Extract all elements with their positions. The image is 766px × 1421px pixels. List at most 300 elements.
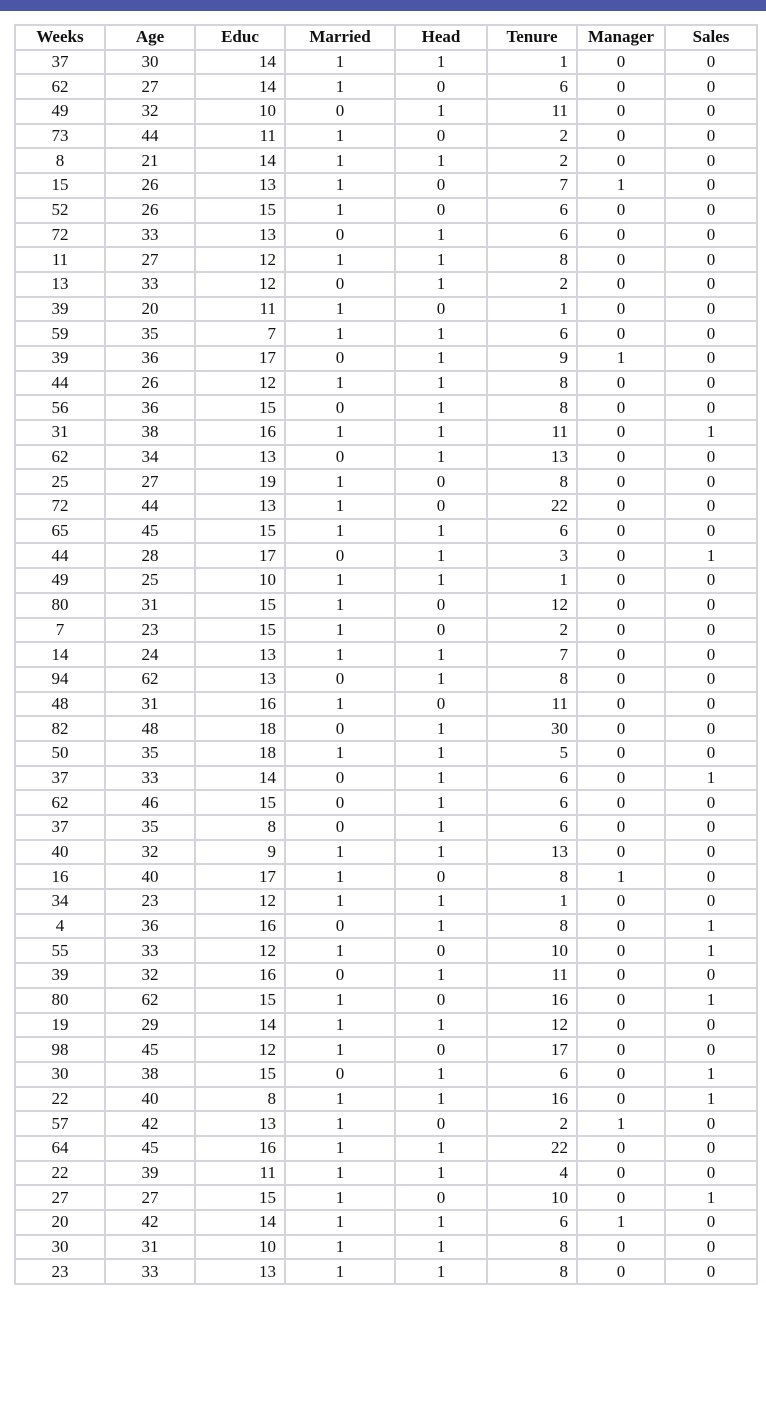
cell-manager: 0	[577, 469, 665, 494]
table-row	[15, 223, 757, 248]
table-row	[15, 988, 757, 1013]
cell-tenure: 2	[487, 124, 577, 149]
cell-weeks: 82	[15, 716, 105, 741]
cell-manager: 0	[577, 99, 665, 124]
cell-head: 0	[395, 988, 487, 1013]
cell-tenure: 7	[487, 173, 577, 198]
cell-married: 1	[285, 519, 395, 544]
cell-educ: 13	[195, 494, 285, 519]
cell-educ: 11	[195, 1161, 285, 1186]
cell-weeks: 73	[15, 124, 105, 149]
table-row	[15, 445, 757, 470]
cell-head: 1	[395, 963, 487, 988]
cell-tenure: 6	[487, 74, 577, 99]
table-row	[15, 543, 757, 568]
cell-age: 23	[105, 618, 195, 643]
cell-age: 26	[105, 371, 195, 396]
cell-educ: 14	[195, 74, 285, 99]
cell-manager: 0	[577, 790, 665, 815]
cell-head: 0	[395, 124, 487, 149]
cell-head: 1	[395, 371, 487, 396]
cell-sales: 0	[665, 568, 757, 593]
cell-age: 32	[105, 963, 195, 988]
cell-educ: 8	[195, 815, 285, 840]
column-header-head: Head	[395, 25, 487, 50]
cell-age: 40	[105, 1087, 195, 1112]
cell-sales: 0	[665, 864, 757, 889]
cell-sales: 0	[665, 963, 757, 988]
cell-manager: 0	[577, 1259, 665, 1284]
table-row	[15, 247, 757, 272]
cell-manager: 0	[577, 74, 665, 99]
cell-weeks: 37	[15, 50, 105, 75]
cell-sales: 0	[665, 593, 757, 618]
cell-educ: 12	[195, 247, 285, 272]
cell-manager: 0	[577, 963, 665, 988]
cell-head: 0	[395, 692, 487, 717]
cell-married: 1	[285, 1235, 395, 1260]
cell-manager: 0	[577, 124, 665, 149]
cell-age: 44	[105, 124, 195, 149]
cell-weeks: 22	[15, 1087, 105, 1112]
cell-age: 29	[105, 1013, 195, 1038]
cell-tenure: 9	[487, 346, 577, 371]
cell-sales: 0	[665, 494, 757, 519]
cell-sales: 0	[665, 247, 757, 272]
cell-tenure: 6	[487, 321, 577, 346]
cell-manager: 0	[577, 938, 665, 963]
table-body	[15, 50, 757, 1284]
cell-weeks: 39	[15, 963, 105, 988]
header-row	[15, 25, 757, 50]
cell-head: 1	[395, 1161, 487, 1186]
cell-manager: 0	[577, 371, 665, 396]
cell-head: 1	[395, 519, 487, 544]
cell-tenure: 8	[487, 395, 577, 420]
cell-manager: 0	[577, 1136, 665, 1161]
cell-sales: 1	[665, 914, 757, 939]
cell-educ: 12	[195, 272, 285, 297]
cell-head: 0	[395, 618, 487, 643]
cell-tenure: 8	[487, 667, 577, 692]
table-row	[15, 297, 757, 322]
cell-educ: 17	[195, 346, 285, 371]
cell-weeks: 34	[15, 889, 105, 914]
cell-age: 21	[105, 148, 195, 173]
cell-tenure: 8	[487, 864, 577, 889]
cell-tenure: 10	[487, 1185, 577, 1210]
cell-weeks: 39	[15, 346, 105, 371]
cell-married: 1	[285, 469, 395, 494]
cell-head: 1	[395, 790, 487, 815]
cell-married: 1	[285, 50, 395, 75]
cell-educ: 13	[195, 173, 285, 198]
table-row	[15, 124, 757, 149]
cell-manager: 0	[577, 247, 665, 272]
cell-age: 42	[105, 1111, 195, 1136]
cell-head: 1	[395, 223, 487, 248]
cell-manager: 0	[577, 494, 665, 519]
cell-sales: 0	[665, 642, 757, 667]
cell-married: 0	[285, 223, 395, 248]
cell-head: 1	[395, 1210, 487, 1235]
cell-age: 36	[105, 395, 195, 420]
cell-age: 31	[105, 692, 195, 717]
cell-educ: 13	[195, 1111, 285, 1136]
cell-educ: 14	[195, 1013, 285, 1038]
cell-tenure: 7	[487, 642, 577, 667]
table-row	[15, 741, 757, 766]
cell-manager: 0	[577, 1087, 665, 1112]
cell-head: 1	[395, 1235, 487, 1260]
cell-educ: 7	[195, 321, 285, 346]
cell-married: 0	[285, 815, 395, 840]
cell-tenure: 1	[487, 50, 577, 75]
table-row	[15, 1210, 757, 1235]
cell-weeks: 72	[15, 223, 105, 248]
cell-married: 1	[285, 371, 395, 396]
cell-tenure: 8	[487, 469, 577, 494]
cell-head: 1	[395, 445, 487, 470]
cell-married: 1	[285, 1013, 395, 1038]
cell-manager: 0	[577, 1013, 665, 1038]
cell-tenure: 22	[487, 1136, 577, 1161]
table-row	[15, 1013, 757, 1038]
table-row	[15, 692, 757, 717]
cell-manager: 0	[577, 593, 665, 618]
cell-age: 48	[105, 716, 195, 741]
cell-head: 1	[395, 321, 487, 346]
cell-weeks: 7	[15, 618, 105, 643]
cell-sales: 1	[665, 1185, 757, 1210]
cell-sales: 0	[665, 346, 757, 371]
cell-head: 0	[395, 74, 487, 99]
cell-head: 1	[395, 420, 487, 445]
cell-weeks: 15	[15, 173, 105, 198]
cell-manager: 0	[577, 840, 665, 865]
cell-married: 0	[285, 272, 395, 297]
cell-tenure: 6	[487, 1210, 577, 1235]
table-row	[15, 889, 757, 914]
cell-head: 1	[395, 272, 487, 297]
table-row	[15, 420, 757, 445]
cell-age: 33	[105, 938, 195, 963]
column-header-age: Age	[105, 25, 195, 50]
cell-educ: 14	[195, 148, 285, 173]
cell-educ: 12	[195, 889, 285, 914]
table-row	[15, 790, 757, 815]
cell-sales: 0	[665, 667, 757, 692]
cell-age: 31	[105, 1235, 195, 1260]
cell-educ: 15	[195, 1185, 285, 1210]
cell-educ: 16	[195, 914, 285, 939]
cell-head: 1	[395, 247, 487, 272]
cell-weeks: 37	[15, 766, 105, 791]
cell-educ: 17	[195, 543, 285, 568]
cell-head: 1	[395, 1259, 487, 1284]
table-row	[15, 914, 757, 939]
cell-weeks: 27	[15, 1185, 105, 1210]
table-row	[15, 50, 757, 75]
cell-age: 35	[105, 815, 195, 840]
cell-tenure: 8	[487, 1259, 577, 1284]
cell-sales: 0	[665, 99, 757, 124]
cell-educ: 15	[195, 519, 285, 544]
cell-sales: 1	[665, 938, 757, 963]
table-row	[15, 1185, 757, 1210]
cell-manager: 0	[577, 272, 665, 297]
cell-manager: 0	[577, 568, 665, 593]
cell-weeks: 8	[15, 148, 105, 173]
cell-manager: 0	[577, 198, 665, 223]
cell-sales: 1	[665, 988, 757, 1013]
cell-manager: 0	[577, 148, 665, 173]
cell-sales: 1	[665, 420, 757, 445]
cell-manager: 0	[577, 445, 665, 470]
cell-married: 1	[285, 938, 395, 963]
cell-weeks: 19	[15, 1013, 105, 1038]
cell-manager: 0	[577, 988, 665, 1013]
cell-educ: 13	[195, 642, 285, 667]
cell-manager: 1	[577, 864, 665, 889]
cell-tenure: 22	[487, 494, 577, 519]
table-row	[15, 519, 757, 544]
cell-weeks: 80	[15, 988, 105, 1013]
cell-weeks: 62	[15, 790, 105, 815]
cell-educ: 12	[195, 938, 285, 963]
cell-tenure: 1	[487, 889, 577, 914]
cell-educ: 13	[195, 223, 285, 248]
cell-manager: 0	[577, 815, 665, 840]
cell-weeks: 11	[15, 247, 105, 272]
cell-head: 1	[395, 99, 487, 124]
cell-tenure: 12	[487, 1013, 577, 1038]
cell-weeks: 65	[15, 519, 105, 544]
cell-sales: 1	[665, 1062, 757, 1087]
cell-married: 1	[285, 618, 395, 643]
cell-tenure: 6	[487, 198, 577, 223]
cell-age: 35	[105, 321, 195, 346]
cell-weeks: 57	[15, 1111, 105, 1136]
cell-weeks: 30	[15, 1235, 105, 1260]
cell-head: 1	[395, 815, 487, 840]
cell-manager: 1	[577, 173, 665, 198]
cell-age: 44	[105, 494, 195, 519]
cell-sales: 0	[665, 395, 757, 420]
cell-age: 38	[105, 1062, 195, 1087]
column-header-tenure: Tenure	[487, 25, 577, 50]
cell-age: 38	[105, 420, 195, 445]
cell-head: 1	[395, 1013, 487, 1038]
cell-sales: 0	[665, 1161, 757, 1186]
cell-age: 36	[105, 346, 195, 371]
cell-sales: 0	[665, 1210, 757, 1235]
cell-married: 0	[285, 766, 395, 791]
cell-age: 20	[105, 297, 195, 322]
cell-sales: 0	[665, 371, 757, 396]
cell-manager: 0	[577, 1037, 665, 1062]
cell-weeks: 98	[15, 1037, 105, 1062]
cell-educ: 18	[195, 716, 285, 741]
cell-sales: 0	[665, 1136, 757, 1161]
cell-married: 1	[285, 1161, 395, 1186]
cell-educ: 13	[195, 1259, 285, 1284]
cell-sales: 0	[665, 297, 757, 322]
cell-tenure: 8	[487, 371, 577, 396]
column-header-married: Married	[285, 25, 395, 50]
cell-weeks: 37	[15, 815, 105, 840]
cell-tenure: 11	[487, 99, 577, 124]
cell-tenure: 16	[487, 1087, 577, 1112]
cell-married: 1	[285, 568, 395, 593]
cell-sales: 0	[665, 173, 757, 198]
cell-sales: 0	[665, 272, 757, 297]
cell-manager: 0	[577, 642, 665, 667]
cell-manager: 0	[577, 395, 665, 420]
cell-age: 45	[105, 1136, 195, 1161]
cell-sales: 0	[665, 445, 757, 470]
cell-married: 1	[285, 988, 395, 1013]
cell-tenure: 6	[487, 519, 577, 544]
cell-sales: 0	[665, 889, 757, 914]
cell-age: 42	[105, 1210, 195, 1235]
cell-head: 1	[395, 148, 487, 173]
table-row	[15, 766, 757, 791]
cell-tenure: 6	[487, 766, 577, 791]
cell-age: 23	[105, 889, 195, 914]
cell-weeks: 50	[15, 741, 105, 766]
cell-manager: 0	[577, 914, 665, 939]
cell-tenure: 11	[487, 692, 577, 717]
cell-age: 33	[105, 223, 195, 248]
cell-married: 1	[285, 247, 395, 272]
table-row	[15, 1037, 757, 1062]
cell-educ: 15	[195, 198, 285, 223]
table-row	[15, 1062, 757, 1087]
cell-head: 0	[395, 494, 487, 519]
cell-weeks: 80	[15, 593, 105, 618]
cell-married: 1	[285, 593, 395, 618]
cell-age: 46	[105, 790, 195, 815]
cell-educ: 15	[195, 395, 285, 420]
table-row	[15, 469, 757, 494]
table-row	[15, 815, 757, 840]
cell-weeks: 62	[15, 445, 105, 470]
cell-head: 1	[395, 741, 487, 766]
cell-married: 0	[285, 790, 395, 815]
cell-sales: 0	[665, 1111, 757, 1136]
cell-head: 1	[395, 50, 487, 75]
cell-age: 27	[105, 74, 195, 99]
table-row	[15, 346, 757, 371]
cell-age: 26	[105, 198, 195, 223]
cell-age: 40	[105, 864, 195, 889]
cell-age: 31	[105, 593, 195, 618]
cell-manager: 0	[577, 766, 665, 791]
cell-sales: 0	[665, 198, 757, 223]
cell-sales: 0	[665, 148, 757, 173]
cell-age: 32	[105, 99, 195, 124]
cell-sales: 0	[665, 50, 757, 75]
table-row	[15, 272, 757, 297]
cell-tenure: 11	[487, 963, 577, 988]
cell-tenure: 17	[487, 1037, 577, 1062]
cell-tenure: 4	[487, 1161, 577, 1186]
cell-married: 1	[285, 420, 395, 445]
cell-tenure: 1	[487, 568, 577, 593]
cell-manager: 0	[577, 50, 665, 75]
table-row	[15, 1087, 757, 1112]
cell-age: 36	[105, 914, 195, 939]
cell-manager: 0	[577, 1235, 665, 1260]
cell-sales: 1	[665, 1087, 757, 1112]
table-row	[15, 395, 757, 420]
cell-married: 1	[285, 1111, 395, 1136]
table-row	[15, 321, 757, 346]
cell-educ: 18	[195, 741, 285, 766]
cell-tenure: 6	[487, 1062, 577, 1087]
cell-educ: 14	[195, 50, 285, 75]
cell-weeks: 56	[15, 395, 105, 420]
cell-educ: 11	[195, 297, 285, 322]
cell-educ: 15	[195, 618, 285, 643]
column-header-educ: Educ	[195, 25, 285, 50]
cell-head: 1	[395, 716, 487, 741]
cell-head: 0	[395, 1037, 487, 1062]
cell-sales: 0	[665, 124, 757, 149]
cell-head: 1	[395, 1087, 487, 1112]
cell-weeks: 4	[15, 914, 105, 939]
cell-sales: 0	[665, 790, 757, 815]
cell-manager: 0	[577, 543, 665, 568]
cell-age: 39	[105, 1161, 195, 1186]
cell-sales: 0	[665, 1259, 757, 1284]
table-row	[15, 864, 757, 889]
cell-manager: 0	[577, 741, 665, 766]
cell-manager: 0	[577, 1062, 665, 1087]
cell-weeks: 44	[15, 543, 105, 568]
cell-tenure: 2	[487, 272, 577, 297]
cell-educ: 15	[195, 790, 285, 815]
cell-weeks: 64	[15, 1136, 105, 1161]
table-row	[15, 938, 757, 963]
cell-manager: 0	[577, 667, 665, 692]
table-row	[15, 173, 757, 198]
cell-weeks: 31	[15, 420, 105, 445]
cell-head: 0	[395, 1111, 487, 1136]
cell-married: 1	[285, 1136, 395, 1161]
cell-weeks: 44	[15, 371, 105, 396]
cell-weeks: 49	[15, 568, 105, 593]
cell-sales: 0	[665, 692, 757, 717]
cell-head: 1	[395, 1062, 487, 1087]
cell-tenure: 11	[487, 420, 577, 445]
cell-tenure: 16	[487, 988, 577, 1013]
cell-tenure: 6	[487, 815, 577, 840]
cell-educ: 12	[195, 1037, 285, 1062]
cell-head: 1	[395, 568, 487, 593]
table-row	[15, 568, 757, 593]
cell-tenure: 2	[487, 1111, 577, 1136]
cell-married: 1	[285, 173, 395, 198]
cell-age: 45	[105, 1037, 195, 1062]
cell-sales: 0	[665, 1235, 757, 1260]
cell-age: 62	[105, 667, 195, 692]
cell-married: 1	[285, 1259, 395, 1284]
cell-educ: 15	[195, 1062, 285, 1087]
cell-weeks: 23	[15, 1259, 105, 1284]
cell-educ: 13	[195, 667, 285, 692]
